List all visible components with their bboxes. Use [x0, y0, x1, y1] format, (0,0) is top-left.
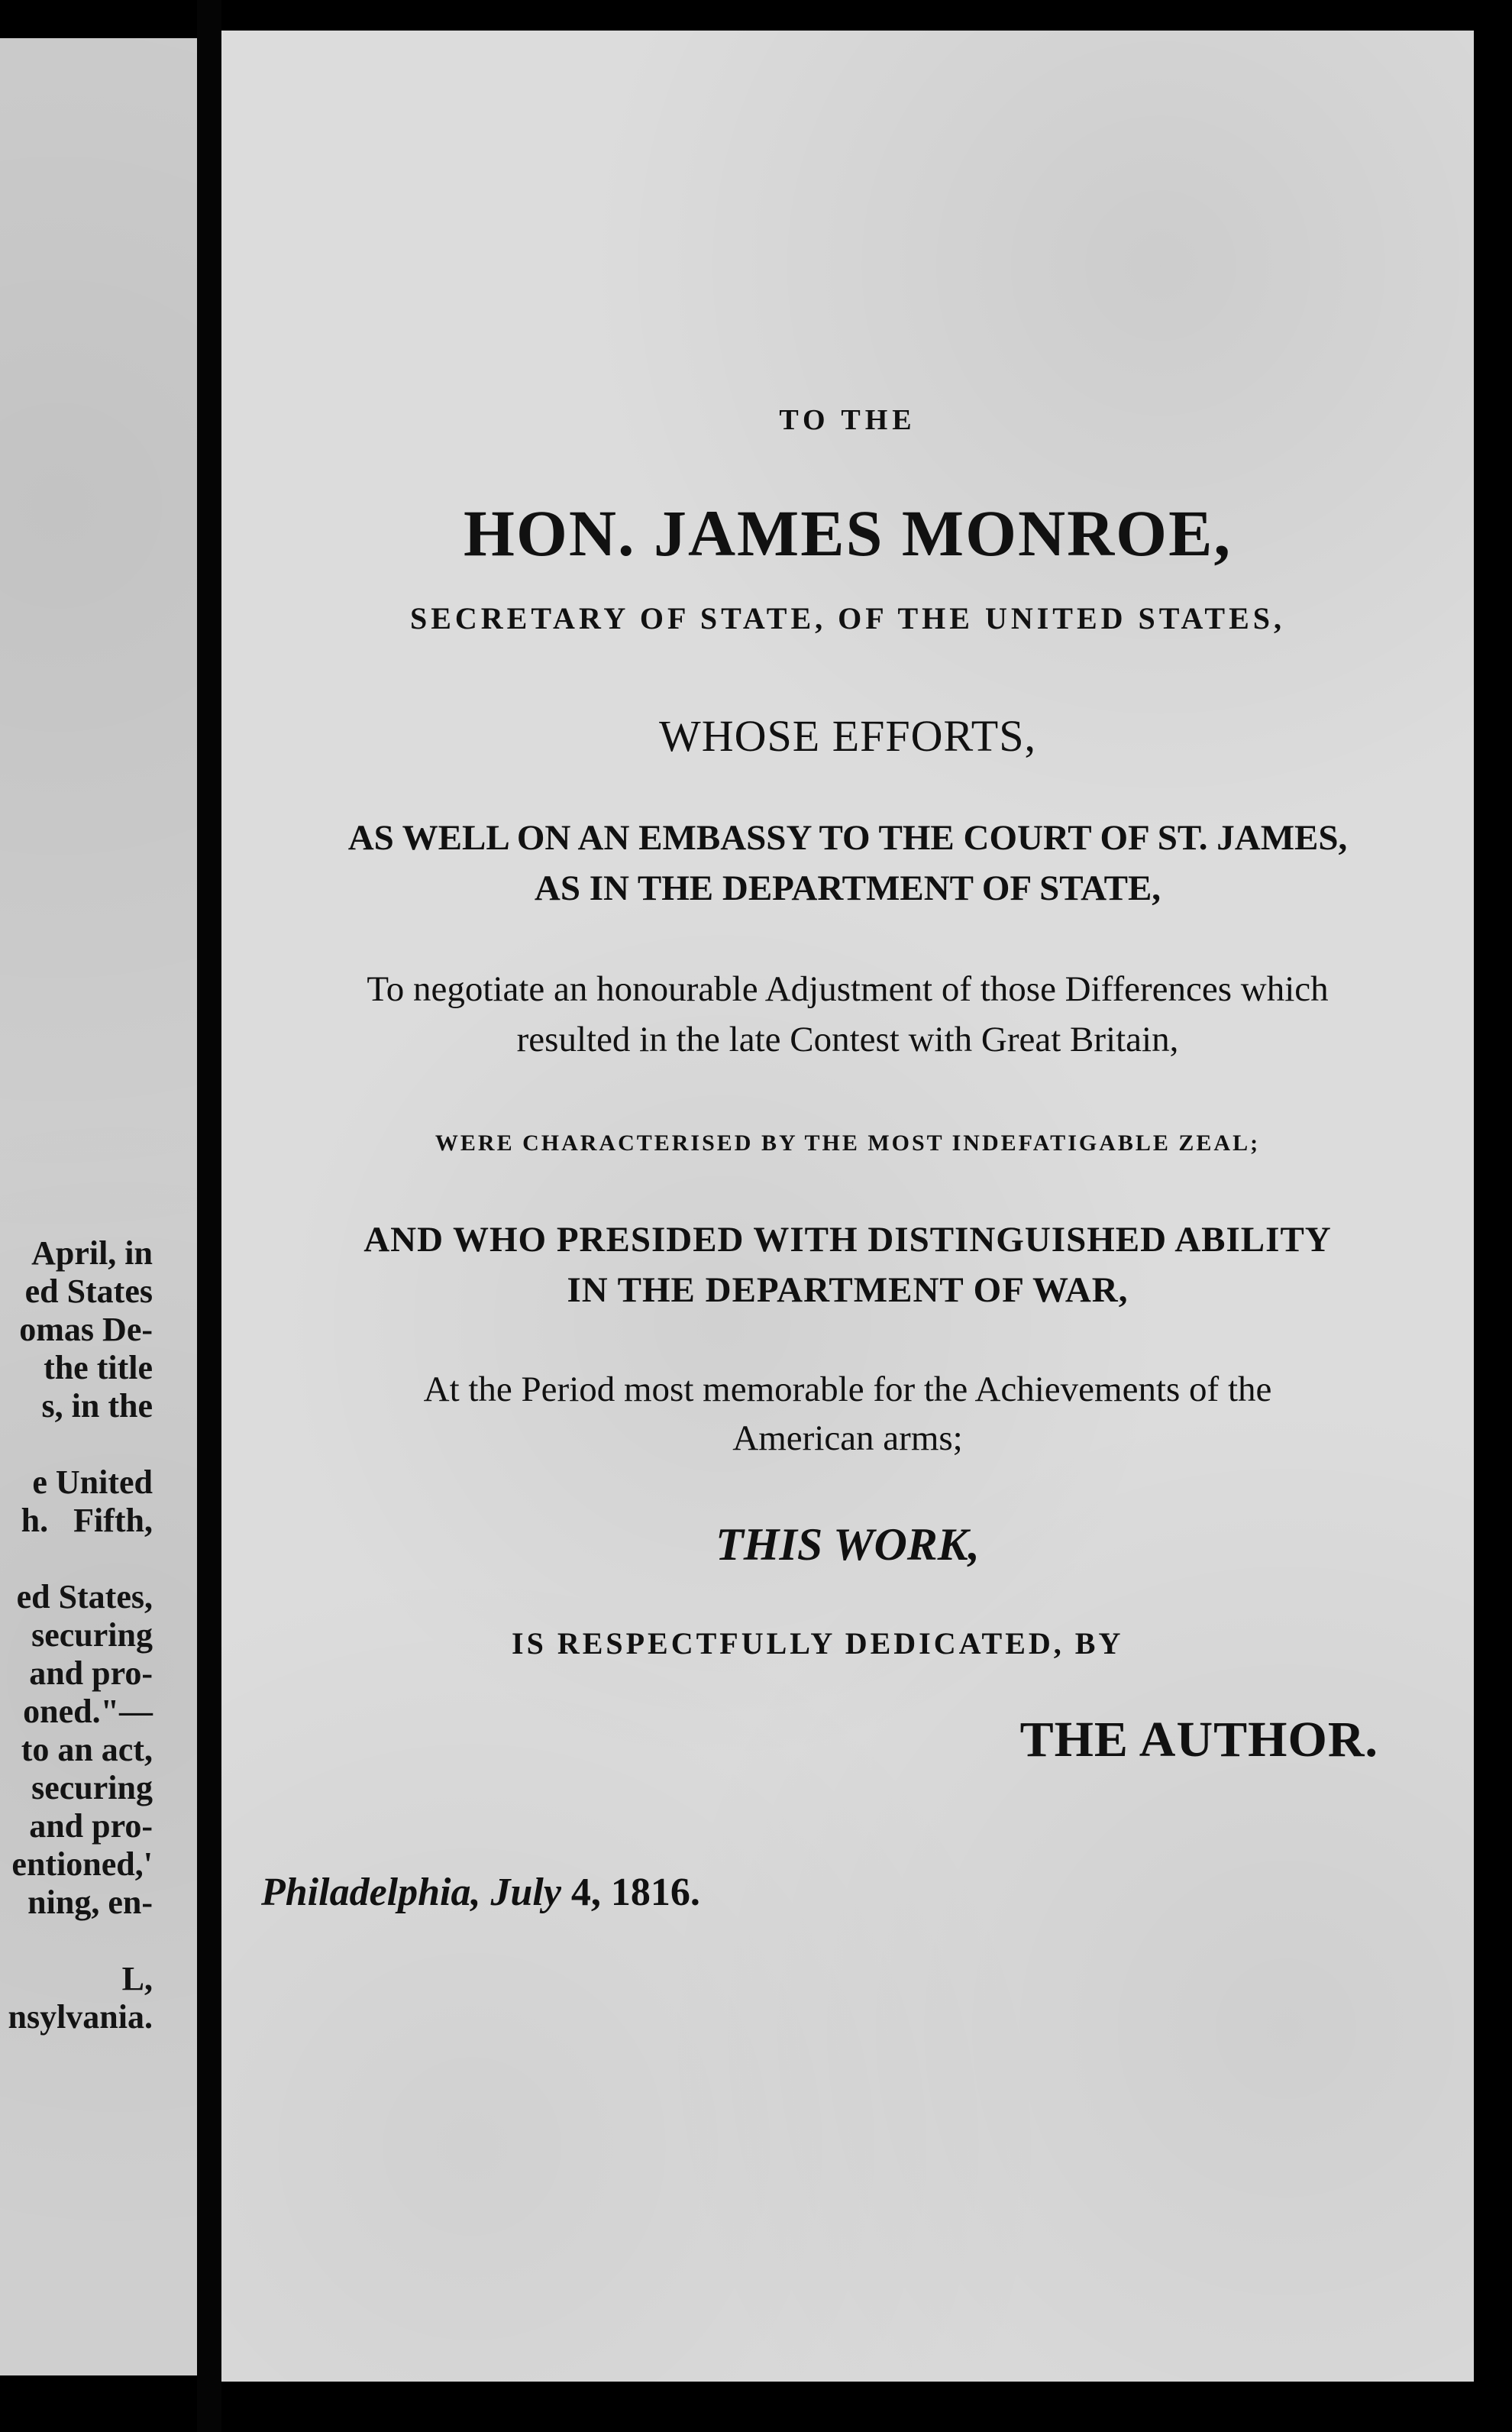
- dateline: [261, 1870, 1178, 1915]
- facing-page-line: e United: [32, 1463, 153, 1501]
- facing-page-line: securing: [31, 1616, 153, 1654]
- facing-page-line: and pro-: [29, 1654, 153, 1692]
- facing-page-line: and pro-: [29, 1807, 153, 1845]
- dedicatee-title: SECRETARY OF STATE, OF THE UNITED STATES,: [409, 601, 1286, 635]
- facing-page-line: entioned,': [11, 1845, 153, 1883]
- facing-page-line: ed States: [24, 1273, 153, 1310]
- facing-page-line: ed States,: [16, 1578, 153, 1615]
- facing-page-line: April, in: [31, 1234, 153, 1272]
- dedication-to-the: TO THE: [779, 404, 916, 436]
- dedicatee-name: HON. JAMES MONROE,: [464, 496, 1232, 570]
- facing-page-line: s, in the: [41, 1387, 153, 1425]
- department-of-war-line: IN THE DEPARTMENT OF WAR,: [567, 1270, 1129, 1310]
- facing-page-line: to an act,: [21, 1731, 153, 1768]
- dateline-place: Philadelphia, July: [261, 1871, 561, 1914]
- facing-page-line: securing: [31, 1769, 153, 1806]
- whose-efforts-line: WHOSE EFFORTS,: [659, 711, 1036, 761]
- facing-page-line: L,: [121, 1960, 153, 1997]
- facing-page-line: [0, 1922, 153, 1960]
- period-line: At the Period most memorable for the Achievements of the: [423, 1370, 1272, 1409]
- facing-page-line: ning, en-: [27, 1884, 153, 1921]
- author-signature: THE AUTHOR.: [1019, 1712, 1378, 1767]
- contest-line: resulted in the late Contest with Great Britain,: [516, 1020, 1179, 1059]
- facing-page-fragment: [0, 38, 197, 2375]
- zeal-line: WERE CHARACTERISED BY THE MOST INDEFATIGABLE ZEAL;: [435, 1130, 1261, 1156]
- dateline-year: 4, 1816.: [570, 1871, 700, 1914]
- facing-page-line: the title: [44, 1349, 153, 1386]
- presided-line: AND WHO PRESIDED WITH DISTINGUISHED ABILITY: [363, 1220, 1332, 1260]
- facing-page-line: omas De-: [19, 1311, 153, 1348]
- facing-page-line: oned."—: [23, 1693, 153, 1730]
- embassy-line: AS WELL ON AN EMBASSY TO THE COURT OF ST. JAMES,: [347, 818, 1348, 858]
- this-work-line: THIS WORK,: [716, 1519, 980, 1570]
- dedication-page: [221, 31, 1474, 2382]
- facing-page-line: [0, 1540, 153, 1578]
- department-of-state-line: AS IN THE DEPARTMENT OF STATE,: [534, 868, 1161, 908]
- negotiate-line: To negotiate an honourable Adjustment of those Differences which: [367, 969, 1329, 1009]
- facing-page-line: h. Fifth,: [21, 1502, 153, 1539]
- facing-page-text: [0, 1234, 153, 2036]
- facing-page-line: nsylvania.: [8, 1998, 153, 2036]
- respectfully-dedicated-line: IS RESPECTFULLY DEDICATED, BY: [512, 1626, 1124, 1661]
- facing-page-line: [0, 1425, 153, 1463]
- book-gutter: [197, 0, 221, 2432]
- american-arms-line: American arms;: [732, 1418, 963, 1458]
